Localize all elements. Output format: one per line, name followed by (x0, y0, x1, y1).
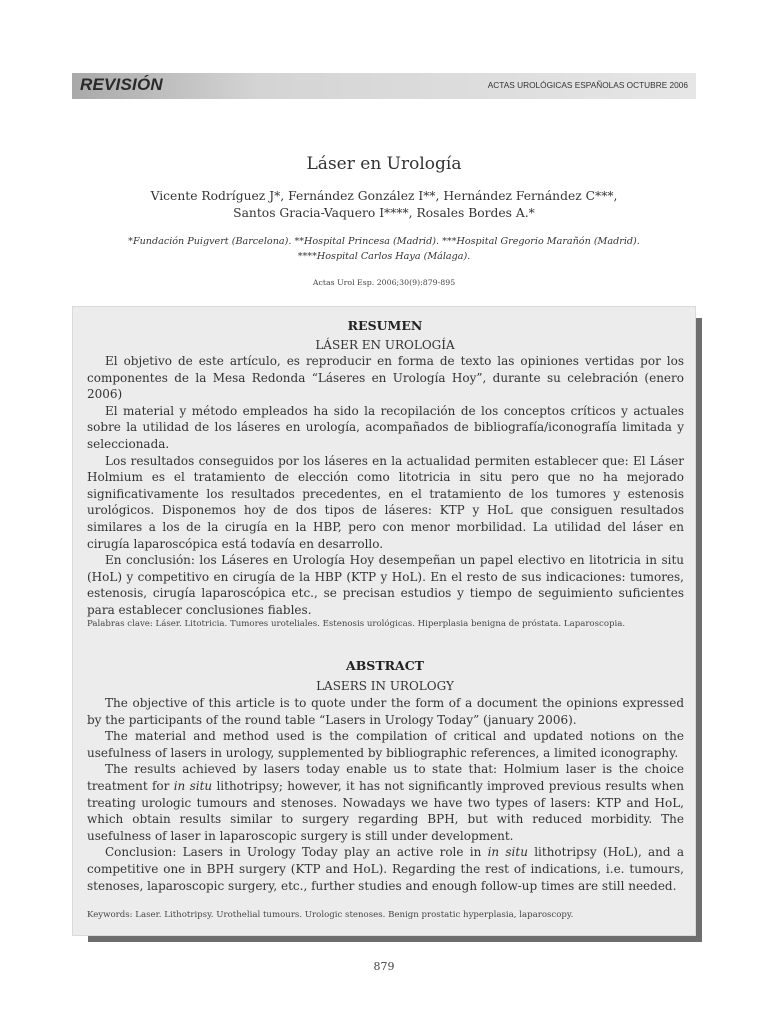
abstract-subheading: LASERS IN UROLOGY (316, 679, 454, 693)
resumen-heading: RESUMEN (347, 318, 423, 333)
emphasis-text: in situ (173, 778, 213, 793)
journal-info: ACTAS UROLÓGICAS ESPAÑOLAS OCTUBRE 2006 (487, 80, 688, 90)
abstract-keywords: Keywords: Laser. Lithotripsy. Urothelial tumours. Urologic stenoses. Benign prostatic hyperplasia, laparoscopy. (87, 910, 574, 920)
affiliation-line-1: *Fundación Puigvert (Barcelona). **Hospital Princesa (Madrid). ***Hospital Gregorio Marañón (Madrid). (128, 236, 640, 247)
article-title: Láser en Urología (306, 154, 462, 174)
section-label: REVISIÓN (80, 75, 163, 94)
abstract-paragraph (87, 761, 684, 844)
abstract-heading: ABSTRACT (346, 658, 424, 673)
resumen-body (87, 353, 684, 619)
resumen-paragraph: En conclusión: los Láseres en Urología Hoy desempeñan un papel electivo en litotricia in situ (HoL) y competitivo en cirugía de la HBP (KTP y HoL). En el resto de sus indicaciones: tumores, estenosis, cirugía laparoscópica etc., se precisan estudios y tiempo de seguimiento suficientes para establecer conclusiones fiables. (87, 553, 684, 617)
abstract-text: lithotripsy (HoL), and a competitive one in BPH surgery (KTP and HoL). Regarding the rest of indications, i.e. tumours, stenoses, laparoscopic surgery, etc., further studies and enough follow-up times are still needed. (87, 845, 684, 893)
resumen-paragraph: El objetivo de este artículo, es reproducir en forma de texto las opiniones vertidas por los componentes de la Mesa Redonda “Láseres en Urología Hoy”, durante su celebración (enero 2006) (87, 354, 684, 402)
resumen-paragraph: Los resultados conseguidos por los láseres en la actualidad permiten establecer que: El Láser Holmium es el tratamiento de elección como litotricia in situ pero que no ha mejorado significativamente los resultados precedentes, en el tratamiento de los tumores y estenosis urológicos. Disponemos hoy de dos tipos de láseres: KTP y HoL que consiguen resultados similares a los de la cirugía en la HBP, pero con menor morbilidad. La utilidad del láser en cirugía laparoscópica está todavía en desarrollo. (87, 453, 684, 551)
abstract-paragraph (87, 844, 684, 894)
abstract-paragraph: The objective of this article is to quote under the form of a document the opinions expressed by the participants of the round table “Lasers in Urology Today” (january 2006). (87, 696, 684, 727)
abstract-text: lithotripsy; however, it has not significantly improved previous results when treating urologic tumours and stenoses. Nowadays we have two types of lasers: KTP and HoL, which obtain results similar to surgery regarding BPH, but with reduced morbidity. The usefulness of laser in laparoscopic surgery is still under development. (87, 778, 685, 843)
citation: Actas Urol Esp. 2006;30(9):879-895 (312, 278, 456, 287)
author-list (60, 188, 708, 222)
affiliation-line-2: ****Hospital Carlos Haya (Málaga). (297, 250, 471, 262)
authors-line-1: Vicente Rodríguez J*, Fernández González I**, Hernández Fernández C***, (150, 189, 618, 203)
abstract-body (87, 695, 684, 894)
abstract-text: The results achieved by lasers today enable us to state that: Holmium laser is the choice treatment for (87, 762, 684, 793)
resumen-subheading: LÁSER EN UROLOGÍA (315, 338, 455, 352)
abstract-box (72, 306, 696, 936)
page-number: 879 (373, 960, 395, 973)
emphasis-text: in situ (487, 845, 528, 860)
resumen-paragraph: El material y método empleados ha sido la recopilación de los conceptos críticos y actuales sobre la utilidad de los láseres en urología, acompañados de bibliografía/iconografía limitada y seleccionada. (87, 403, 684, 451)
affiliations (60, 235, 708, 264)
abstract-text: Conclusion: Lasers in Urology Today play an active role in (105, 845, 488, 860)
running-header (72, 73, 696, 99)
resumen-keywords: Palabras clave: Láser. Litotricia. Tumores uroteliales. Estenosis urológicas. Hiperplasia benigna de próstata. Laparoscopia. (87, 619, 626, 629)
authors-line-2: Santos Gracia-Vaquero I****, Rosales Bordes A.* (233, 206, 535, 220)
abstract-paragraph: The material and method used is the compilation of critical and updated notions on the usefulness of lasers in urology, supplemented by bibliographic references, a limited iconography. (87, 729, 684, 760)
